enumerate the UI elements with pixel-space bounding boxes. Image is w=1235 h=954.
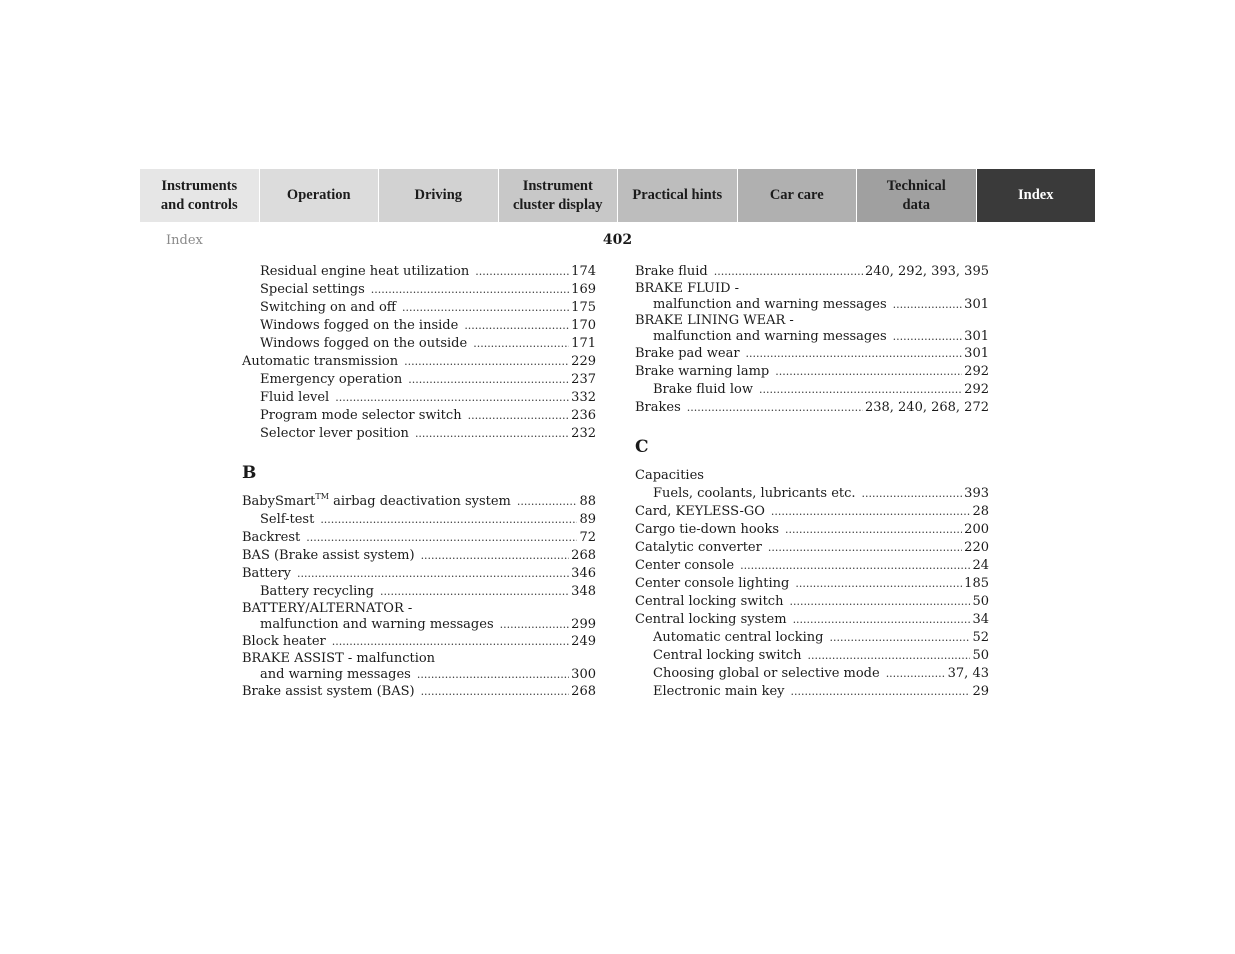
index-entry[interactable]: [242, 407, 596, 425]
entry-page: 50: [972, 648, 989, 663]
page-number: 402: [602, 232, 633, 248]
entry-page: 240, 292, 393, 395: [864, 264, 989, 279]
index-entry[interactable]: [242, 565, 596, 583]
entry-text: Backrest: [242, 530, 301, 545]
entry-text: Fluid level: [260, 390, 330, 405]
entry-text: Windows fogged on the inside: [260, 318, 459, 333]
index-entry[interactable]: [242, 529, 596, 547]
entry-list: [635, 345, 989, 417]
index-entry[interactable]: [242, 353, 596, 371]
leader-dots: [297, 565, 569, 583]
index-entry-heading: [242, 601, 596, 617]
entry-text: BabySmart: [242, 494, 316, 509]
entry-text: Windows fogged on the outside: [260, 336, 468, 351]
entry-text: Program mode selector switch: [260, 408, 462, 423]
entry-page: 332: [571, 390, 596, 405]
entry-page: 238, 240, 268, 272: [864, 400, 989, 415]
entry-text: Central locking switch: [635, 594, 784, 609]
leader-dots: [893, 297, 963, 313]
leader-dots: [320, 511, 577, 529]
entry-text: Card, KEYLESS-GO: [635, 504, 765, 519]
index-entry-heading: [635, 467, 989, 485]
entry-text: Selector lever position: [260, 426, 409, 441]
leader-dots: [795, 575, 962, 593]
entry-text: Automatic transmission: [242, 354, 399, 369]
index-entry[interactable]: [635, 263, 989, 281]
index-entry[interactable]: [242, 667, 596, 683]
leader-dots: [771, 503, 971, 521]
entry-text: Choosing global or selective mode: [653, 666, 880, 681]
entry-text: Battery recycling: [260, 584, 374, 599]
index-entry[interactable]: [635, 297, 989, 313]
index-entry[interactable]: [242, 493, 596, 511]
entry-page: 268: [571, 548, 596, 563]
index-letter-c: C: [635, 437, 649, 457]
tab-label: Technical data: [886, 177, 946, 213]
entry-text-rest: airbag deactivation system: [328, 494, 511, 509]
index-entry[interactable]: [635, 629, 989, 647]
entry-text: and warning messages: [260, 667, 411, 682]
entry-page: 232: [571, 426, 596, 441]
entry-text: BAS (Brake assist system): [242, 548, 415, 563]
index-entry[interactable]: [242, 299, 596, 317]
entry-text: Switching on and off: [260, 300, 397, 315]
chapter-tabs: [140, 169, 1095, 222]
entry-page: 174: [571, 264, 596, 279]
entry-text: malfunction and warning messages: [653, 329, 887, 344]
entry-text: BRAKE FLUID -: [635, 281, 740, 296]
entry-text: Brakes: [635, 400, 681, 415]
leader-dots: [473, 335, 569, 353]
entry-page: 268: [571, 684, 596, 699]
entry-text: Block heater: [242, 634, 326, 649]
entry-page: 34: [972, 612, 989, 627]
index-entry[interactable]: [635, 665, 989, 683]
leader-dots: [714, 263, 863, 281]
leader-dots: [468, 407, 570, 425]
entry-page: 52: [972, 630, 989, 645]
entry-page: 88: [579, 494, 596, 509]
index-entry[interactable]: [242, 263, 596, 281]
leader-dots: [415, 425, 569, 443]
entry-text: Central locking system: [635, 612, 787, 627]
entry-text: Brake fluid low: [653, 382, 753, 397]
leader-dots: [306, 529, 577, 547]
entry-page: 50: [972, 594, 989, 609]
entry-text: Emergency operation: [260, 372, 403, 387]
entry-page: 24: [972, 558, 989, 573]
trademark-mark: TM: [315, 492, 329, 501]
index-entry[interactable]: [242, 683, 596, 701]
tab-label: Instrument cluster display: [512, 177, 603, 213]
entry-page: 346: [571, 566, 596, 581]
index-entry[interactable]: [635, 647, 989, 665]
entry-text: Center console lighting: [635, 576, 790, 591]
index-entry[interactable]: [635, 399, 989, 417]
index-entry[interactable]: [635, 575, 989, 593]
index-entry[interactable]: [635, 363, 989, 381]
index-entry[interactable]: [242, 425, 596, 443]
entry-text: Catalytic converter: [635, 540, 762, 555]
tab-label: Instruments and controls: [160, 177, 238, 213]
entry-page: 299: [571, 617, 596, 632]
index-entry[interactable]: [635, 611, 989, 629]
entry-page: 37, 43: [947, 666, 989, 681]
tab-driving[interactable]: [379, 169, 499, 222]
entry-page: 170: [571, 318, 596, 333]
index-entry[interactable]: [242, 617, 596, 633]
index-entry[interactable]: [242, 335, 596, 353]
index-entry[interactable]: [635, 485, 989, 503]
tab-label: Practical hints: [632, 187, 723, 203]
leader-dots: [500, 617, 570, 633]
entry-text: malfunction and warning messages: [653, 297, 887, 312]
leader-dots: [789, 593, 970, 611]
entry-text: Brake assist system (BAS): [242, 684, 415, 699]
leader-dots: [775, 363, 962, 381]
leader-dots: [793, 611, 971, 629]
leader-dots: [421, 683, 570, 701]
index-entry[interactable]: [242, 583, 596, 601]
entry-page: 200: [964, 522, 989, 537]
entry-page: 301: [964, 297, 989, 312]
index-entry[interactable]: [635, 345, 989, 363]
entry-text: Brake fluid: [635, 264, 708, 279]
entry-page: 72: [579, 530, 596, 545]
leader-dots: [746, 345, 963, 363]
index-entry[interactable]: [635, 539, 989, 557]
entry-text: Special settings: [260, 282, 365, 297]
tab-label: Driving: [414, 187, 463, 203]
entry-page: 220: [964, 540, 989, 555]
entry-page: 169: [571, 282, 596, 297]
tab-technical-data[interactable]: [857, 169, 977, 222]
tab-label: Car care: [769, 187, 824, 203]
index-column-right: [635, 263, 989, 701]
entry-page: 301: [964, 329, 989, 344]
leader-dots: [517, 493, 578, 511]
index-entry-heading: [242, 651, 596, 667]
leader-dots: [402, 299, 569, 317]
leader-dots: [768, 539, 962, 557]
tab-instruments-and-controls[interactable]: [140, 169, 260, 222]
entry-page: 89: [579, 512, 596, 527]
tab-car-care[interactable]: [738, 169, 858, 222]
leader-dots: [807, 647, 970, 665]
entry-page: 393: [964, 486, 989, 501]
index-entry[interactable]: [242, 371, 596, 389]
index-entry[interactable]: [635, 593, 989, 611]
leader-dots: [893, 329, 963, 345]
entry-text: Fuels, coolants, lubricants etc.: [653, 486, 856, 501]
leader-dots: [404, 353, 569, 371]
entry-text: Battery: [242, 566, 292, 581]
tab-label: Index: [1018, 187, 1054, 203]
entry-list: [635, 485, 989, 701]
entry-text: Self-test: [260, 512, 315, 527]
index-entry[interactable]: [635, 381, 989, 399]
leader-dots: [408, 371, 569, 389]
entry-page: 301: [964, 346, 989, 361]
leader-dots: [332, 633, 569, 651]
leader-dots: [464, 317, 569, 335]
entry-page: 236: [571, 408, 596, 423]
entry-text: Brake warning lamp: [635, 364, 770, 379]
index-entry[interactable]: [635, 683, 989, 701]
tab-label: Operation: [286, 187, 351, 203]
leader-dots: [421, 547, 570, 565]
index-entry[interactable]: [242, 547, 596, 565]
entry-page: 249: [571, 634, 596, 649]
entry-text: Cargo tie-down hooks: [635, 522, 780, 537]
entry-text: BRAKE ASSIST - malfunction: [242, 651, 436, 666]
tab-index[interactable]: [977, 169, 1096, 222]
index-entry[interactable]: [635, 329, 989, 345]
entry-text: BRAKE LINING WEAR -: [635, 313, 794, 328]
leader-dots: [740, 557, 970, 575]
entry-text: Center console: [635, 558, 735, 573]
entry-text: Residual engine heat utilization: [260, 264, 470, 279]
entry-page: 171: [571, 336, 596, 351]
leader-dots: [886, 665, 946, 683]
entry-text: malfunction and warning messages: [260, 617, 494, 632]
leader-dots: [759, 381, 962, 399]
leader-dots: [380, 583, 569, 601]
entry-page: 292: [964, 382, 989, 397]
section-name: Index: [166, 233, 203, 248]
leader-dots: [417, 667, 569, 683]
index-entry[interactable]: [635, 503, 989, 521]
index-entry[interactable]: [635, 557, 989, 575]
leader-dots: [862, 485, 963, 503]
leader-dots: [785, 521, 962, 539]
index-entry-heading: [635, 313, 989, 329]
index-entry-heading: [635, 281, 989, 297]
index-entry[interactable]: [635, 521, 989, 539]
tab-practical-hints[interactable]: [618, 169, 738, 222]
entry-page: 300: [571, 667, 596, 682]
entry-page: 229: [571, 354, 596, 369]
entry-list: [242, 263, 596, 443]
index-entry[interactable]: [242, 389, 596, 407]
entry-text: BATTERY/ALTERNATOR -: [242, 601, 413, 616]
index-entry[interactable]: [242, 281, 596, 299]
leader-dots: [475, 263, 569, 281]
index-entry[interactable]: [242, 317, 596, 335]
index-column-left: [242, 263, 596, 701]
entry-text: Capacities: [635, 468, 704, 483]
entry-page: 348: [571, 584, 596, 599]
entry-page: 237: [571, 372, 596, 387]
entry-text: Brake pad wear: [635, 346, 740, 361]
leader-dots: [687, 399, 863, 417]
index-entry[interactable]: [242, 511, 596, 529]
leader-dots: [335, 389, 569, 407]
entry-page: 28: [972, 504, 989, 519]
entry-list: [242, 511, 596, 601]
tab-operation[interactable]: [260, 169, 380, 222]
entry-text: Central locking switch: [653, 648, 802, 663]
entry-page: 175: [571, 300, 596, 315]
entry-text: Automatic central locking: [653, 630, 824, 645]
tab-instrument-cluster-display[interactable]: [499, 169, 619, 222]
leader-dots: [830, 629, 971, 647]
entry-text: Electronic main key: [653, 684, 785, 699]
entry-page: 29: [972, 684, 989, 699]
entry-page: 292: [964, 364, 989, 379]
leader-dots: [791, 683, 971, 701]
entry-page: 185: [964, 576, 989, 591]
index-entry[interactable]: [242, 633, 596, 651]
index-letter-b: B: [242, 463, 257, 483]
leader-dots: [371, 281, 569, 299]
